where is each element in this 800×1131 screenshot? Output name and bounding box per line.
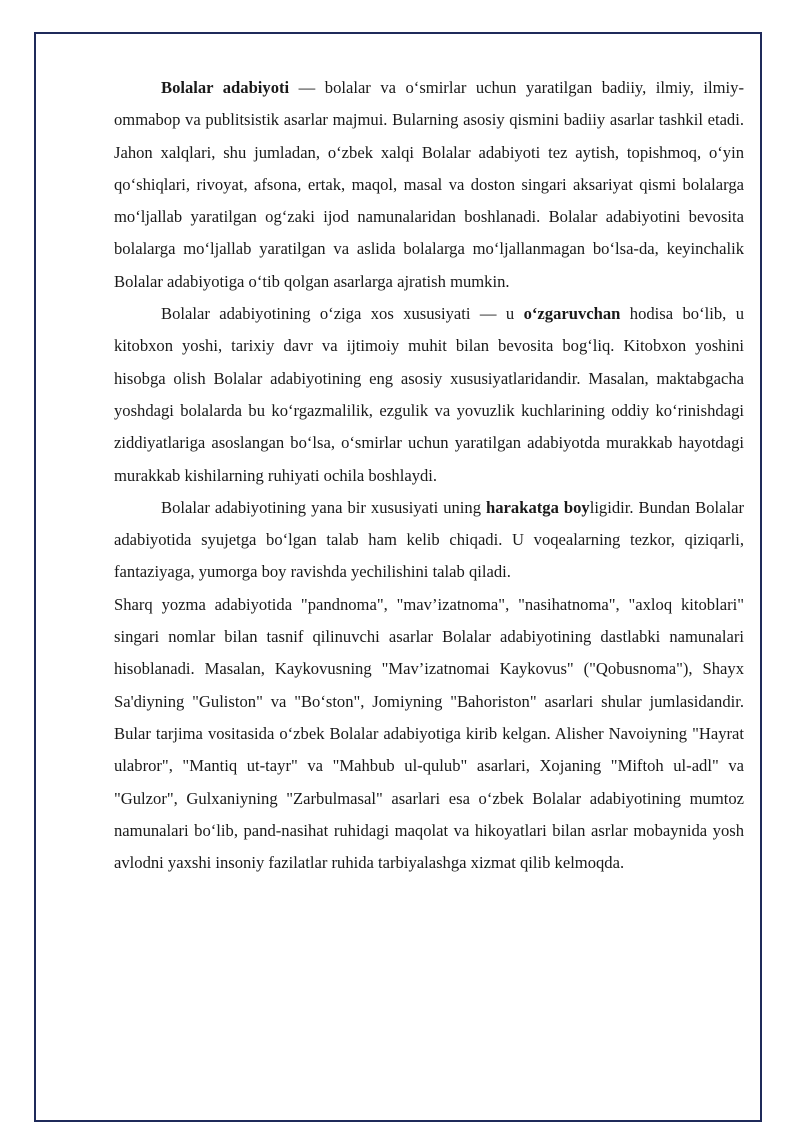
document-body [114,72,744,879]
paragraph-1 [114,72,744,298]
paragraph-3-intro: Bolalar adabiyotining yana bir xususiyati uning [161,497,487,517]
paragraph-4: Sharq yozma adabiyotida "pandnoma", "mav’izatnoma", "nasihatnoma", "axloq kitoblari" singari nomlar bilan tasnif qilinuvchi asarlar Bolalar adabiyotining dastlabki namunalari hisoblanadi. Masalan, Kaykovusning "Mav’izatnomai Kaykovus" ("Qobusnoma"), Shayx Sa'diyning "Guliston" va "Bo‘ston", Jomiyning "Bahoriston" asarlari shular jumlasidandir. Bular tarjima vositasida o‘zbek Bolalar adabiyotiga kirib kelgan. Alisher Navoiyning "Hayrat ulabror", "Mantiq ut-tayr" va "Mahbub ul-qulub" asarlari, Xojaning "Miftoh ul-adl" va "Gulzor", Gulxaniyning "Zarbulmasal" asarlari esa o‘zbek Bolalar adabiyotining mumtoz namunalari bo‘lib, pand-nasihat ruhidagi maqolat va hikoyatlari bilan asrlar mobaynida yosh avlodni yaxshi insoniy fazilatlar ruhida tarbiyalashga xizmat qilib kelmoqda. [114,594,744,873]
paragraph-2-intro: Bolalar adabiyotining o‘ziga xos xususiyati — u [161,304,524,324]
paragraph-3-text: ligidir. Bundan Bolalar adabiyotida syujetga bo‘lgan talab ham kelib chiqadi. U voqealarning tezkor, qiziqarli, fantaziyaga, yumorga boy ravishda yechilishini talab qiladi. [114,497,744,582]
paragraph-3 [114,492,744,589]
term-ozgaruvchan: o‘zgaruvchan [523,304,621,324]
paragraph-2-text: hodisa bo‘lib, u kitobxon yoshi, tarixiy davr va ijtimoiy muhit bilan bevosita bog‘liq. Kitobxon yoshini hisobga olish Bolalar adabiyotining eng asosiy xususiyatlaridandir. Masalan, maktabgacha yoshdagi bolalarda bu ko‘rgazmalilik, ezgulik va yovuzlik kuchlarining oddiy ko‘rinishdagi ziddiyatlariga asoslangan bo‘lsa, o‘smirlar uchun yaratilgan adabiyotda murakkab hayotdagi murakkab kishilarning ruhiyati ochila boshlaydi. [114,304,744,485]
paragraph-1-text: — bolalar va o‘smirlar uchun yaratilgan badiiy, ilmiy, ilmiy-ommabop va publitsistik asarlar majmui. Bularning asosiy qismini badiiy asarlar tashkil etadi. Jahon xalqlari, shu jumladan, o‘zbek xalqi Bolalar adabiyoti tez aytish, topishmoq, o‘yin qo‘shiqlari, rivoyat, afsona, ertak, maqol, masal va doston singari aksariyat qismi bolalarga mo‘ljallab yaratilgan og‘zaki ijod namunalaridan boshlanadi. Bolalar adabiyotini bevosita bolalarga mo‘ljallab yaratilgan va aslida bolalarga mo‘ljallanmagan bo‘lsa-da, keyinchalik Bolalar adabiyotiga o‘tib qolgan asarlarga ajratish mumkin. [114,78,744,291]
term-bolalar-adabiyoti: Bolalar adabiyoti [161,78,290,97]
paragraph-2 [114,298,744,492]
term-harakatga-boy: harakatga boy [486,497,590,517]
